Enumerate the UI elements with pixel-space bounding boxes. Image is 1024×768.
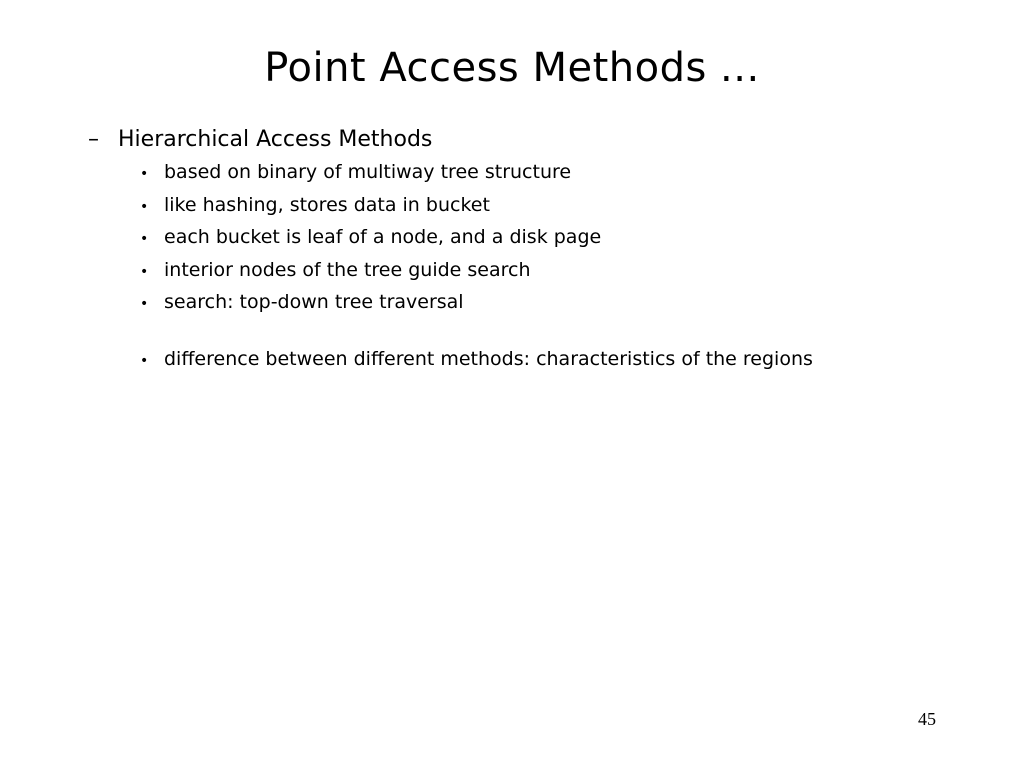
- list-item: [140, 258, 813, 282]
- bullet-list: [140, 160, 813, 380]
- list-item-text: interior nodes of the tree guide search: [164, 258, 531, 281]
- list-item: [140, 290, 813, 314]
- bullet-icon: •: [140, 296, 149, 313]
- list-item: [140, 347, 813, 371]
- list-item-text: each bucket is leaf of a node, and a disk page: [164, 226, 602, 249]
- list-item: [140, 193, 813, 217]
- dash-marker: –: [88, 127, 99, 152]
- list-item-text: search: top-down tree traversal: [164, 291, 464, 314]
- bullet-icon: •: [140, 166, 149, 182]
- bullet-icon: •: [140, 231, 149, 248]
- list-item: [140, 160, 813, 184]
- section-heading-text: Hierarchical Access Methods: [118, 127, 433, 152]
- bullet-icon: •: [140, 352, 149, 369]
- section-heading: [88, 124, 432, 156]
- bullet-icon: •: [140, 198, 149, 215]
- list-item: [140, 225, 813, 249]
- bullet-icon: •: [140, 263, 149, 280]
- list-item-text: like hashing, stores data in bucket: [164, 193, 490, 216]
- page-number: 45: [918, 709, 936, 729]
- slide-title: Point Access Methods ...: [264, 45, 760, 91]
- list-item-text: based on binary of multiway tree structure: [164, 161, 572, 183]
- list-item-text: difference between different methods: characteristics of the regions: [164, 347, 813, 370]
